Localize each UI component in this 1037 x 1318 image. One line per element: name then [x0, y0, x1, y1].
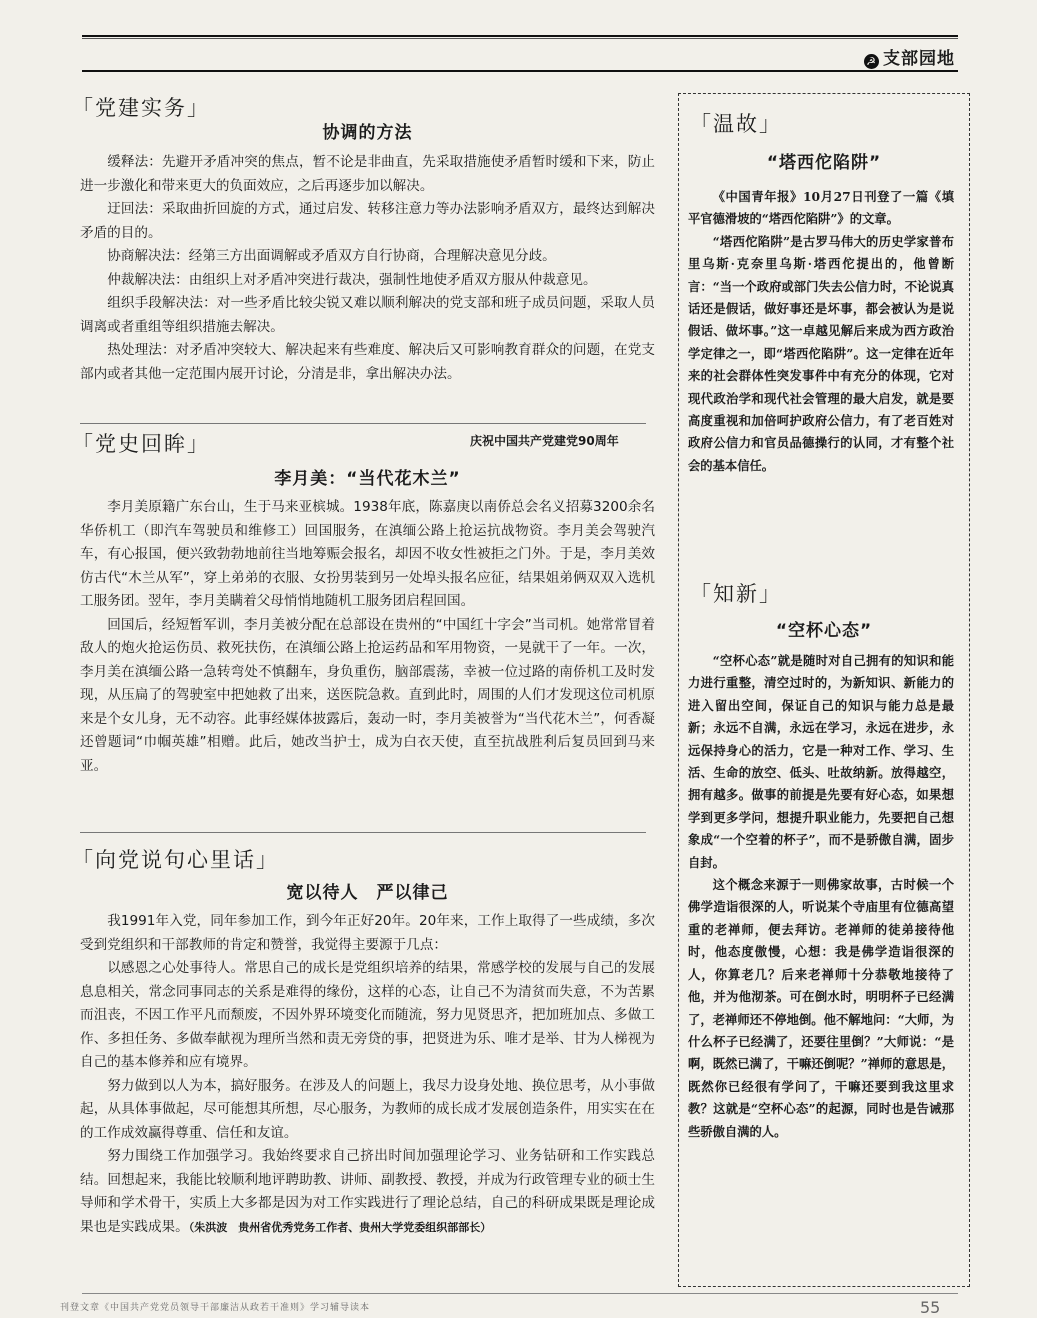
page-number: 55 [920, 1298, 941, 1317]
footer-text: 刊登文章《中国共产党党员领导干部廉洁从政若干准则》学习辅导读本 [60, 1303, 371, 1313]
section-label-party-history: 「党史回眸」 [72, 432, 210, 456]
section-header-text: 支部园地 [883, 49, 955, 69]
section-divider [80, 423, 646, 424]
paragraph [80, 1145, 655, 1239]
paragraph: 热处理法：对矛盾冲突较大、解决起来有些难度、解决后又可影响教育群众的问题，在党支部内或者其他一定范围内展开讨论，分清是非，拿出解决办法。 [80, 342, 655, 382]
article-title-tacitus-trap: “塔西佗陷阱” [766, 153, 882, 173]
paragraph: “空杯心态”就是随时对自己拥有的知识和能力进行重整，清空过时的，为新知识、新能力的进入留出空间，保证自己的知识与能力总是最新；永远不自满，永远在学习，永远在进步，永远保持身心的活力，它是一种对工作、学习、生活、生命的放空、低头、吐故纳新。放得越空，拥有越多。做事的前提是先要有好心态，如果想学到更多学问，想提升职业能力，先要把自己想象成“一个空着的杯子”，而不是骄傲自满，固步自封。 [688, 653, 954, 870]
section-label-new-knowledge: 「知新」 [690, 582, 782, 606]
article-title-tolerance: 宽以待人 严以律己 [286, 883, 449, 903]
paragraph: “塔西佗陷阱”是古罗马伟大的历史学家普布里乌斯·克奈里乌斯·塔西佗提出的，他曾断言：“当一个政府或部门失去公信力时，不论说真话还是假话，做好事还是坏事，都会被认为是说假话、做坏事。”这一卓越见解后来成为西方政治学定律之一，即“塔西佗陷阱”。这一定律在近年来的社会群体性突发事件中有充分的体现，它对现代政治学和现代社会管理的最大启发，就是要高度重视和加倍呵护政府公信力，有了老百姓对政府公信力和官员品德操行的认同，才有整个社会的基本信任。 [688, 233, 954, 473]
paragraph: 李月美原籍广东台山，生于马来亚槟城。1938年底，陈嘉庚以南侨总会名义招募3200余名华侨机工（即汽车驾驶员和维修工）回国服务，在滇缅公路上抢运抗战物资。李月美会驾驶汽车，有心报国，便兴致勃勃地前往当地筹赈会报名，却因不收女性被拒之门外。于是，李月美效仿古代“木兰从军”，穿上弟弟的衣服、女扮男装到另一处埠头报名应征，结果姐弟俩双双入选机工服务团。翌年，李月美瞒着父母悄悄地随机工服务团启程回国。 [80, 499, 655, 609]
paragraph: 缓释法：先避开矛盾冲突的焦点，暂不论是非曲直，先采取措施使矛盾暂时缓和下来，防止进一步激化和带来更大的负面效应，之后再逐步加以解决。 [80, 154, 655, 194]
section-header [864, 44, 955, 69]
article-title-coordination: 协调的方法 [322, 123, 413, 143]
paragraph: 以感恩之心处事待人。常思自己的成长是党组织培养的结果，常感学校的发展与自己的发展息息相关，常念同事同志的关系是难得的缘份，这样的心态，让自己不为清贫而失意，不为苦累而沮丧，不因工作平凡而颓废，不因外界环境变化而随流，努力见贤思齐，把加班加点、多做工作、多担任务、多做奉献视为理所当然和责无旁贷的事，把贤进为乐、唯才是举、甘为人梯视为自己的基本修养和应有境界。 [80, 960, 655, 1070]
paragraph: 协商解决法：经第三方出面调解或矛盾双方自行协商，合理解决意见分歧。 [107, 248, 556, 264]
paragraph: 我1991年入党，同年参加工作，到今年正好20年。20年来，工作上取得了一些成绩，多次受到党组织和干部教师的肯定和赞誉，我觉得主要源于几点： [80, 913, 655, 953]
article-title-empty-cup: “空杯心态” [775, 621, 873, 641]
paragraph: 努力做到以人为本，搞好服务。在涉及人的问题上，我尽力设身处地、换位思考，从小事做起，从具体事做起，尽可能想其所想，尽心服务，为教师的成长成才发展创造条件，用实实在在的工作成效赢得尊重、信任和友谊。 [80, 1077, 655, 1141]
article-title-li-yuemei: 李月美：“当代花木兰” [274, 469, 461, 489]
paragraph: 《中国青年报》10月27日刊登了一篇《填平官德滑坡的“塔西佗陷阱”》的文章。 [688, 189, 954, 227]
section-label-party-practice: 「党建实务」 [72, 96, 210, 120]
footer-rule [82, 1293, 958, 1294]
section-label-heart-words: 「向党说句心里话」 [72, 848, 279, 872]
section-divider [80, 832, 646, 833]
paragraph: 仲裁解决法：由组织上对矛盾冲突进行裁决，强制性地使矛盾双方服从仲裁意见。 [107, 271, 597, 288]
section-label-review: 「温故」 [690, 112, 782, 136]
article-body-li-yuemei [80, 496, 655, 778]
author-signature: （朱洪波 贵州省优秀党务工作者、贵州大学党委组织部部长） [188, 1220, 492, 1234]
paragraph: 迂回法：采取曲折回旋的方式，通过启发、转移注意力等办法影响矛盾双方，最终达到解决矛盾的目的。 [80, 201, 655, 241]
paragraph-text: 努力围绕工作加强学习。我始终要求自己挤出时间加强理论学习、业务钻研和工作实践总结。回想起来，我能比较顺利地评聘助教、讲师、副教授、教授，并成为行政管理专业的硕士生导师和学术骨干，实质上大多都是因为对工作实践进行了理论总结，自己的科研成果既是理论成果也是实践成果。 [80, 1148, 655, 1235]
article-body-tolerance [80, 910, 655, 1239]
party-emblem-icon: ☭ [864, 54, 879, 69]
paragraph: 回国后，经短暂军训，李月美被分配在总部设在贵州的“中国红十字会”当司机。她常常冒着敌人的炮火抢运伤员、救死扶伤，在滇缅公路上抢运药品和军用物资，一晃就干了一年。一次，李月美在滇缅公路一急转弯处不慎翻车，身负重伤，脑部震荡，幸被一位过路的南侨机工及时发现，从压扁了的驾驶室中把她救了出来，送医院急救。直到此时，周围的人们才发现这位司机原来是个女儿身，无不动容。此事经媒体披露后，轰动一时，李月美被誉为“当代花木兰”，何香凝还曾题词“巾帼英雄”相赠。此后，她改当护士，成为白衣天使，直至抗战胜利后复员回到马来亚。 [80, 616, 655, 774]
top-rule-thin [82, 38, 958, 39]
paragraph: 这个概念来源于一则佛家故事，古时候一个佛学造诣很深的人，听说某个寺庙里有位德高望重的老禅师，便去拜访。老禅师的徒弟接待他时，他态度傲慢，心想：我是佛学造诣很深的人，你算老几？后来老禅师十分恭敬地接待了他，并为他沏茶。可在倒水时，明明杯子已经满了，老禅师还不停地倒。他不解地问：“大师，为什么杯子已经满了，还要往里倒？”大师说：“是啊，既然已满了，干嘛还倒呢？”禅师的意思是，既然你已经很有学问了，干嘛还要到我这里求教？这就是“空杯心态”的起源，同时也是告诫那些骄傲自满的人。 [688, 877, 954, 1139]
paragraph: 组织手段解决法：对一些矛盾比较尖锐又难以顺利解决的党支部和班子成员问题，采取人员调离或者重组等组织措施去解决。 [80, 295, 655, 335]
article-body-empty-cup [688, 650, 954, 1143]
anniversary-note: 庆祝中国共产党建党90周年 [470, 434, 619, 448]
article-body-tacitus-trap [688, 186, 954, 477]
top-rule [82, 35, 958, 37]
article-body-coordination [80, 151, 655, 386]
header-underline [82, 70, 958, 72]
